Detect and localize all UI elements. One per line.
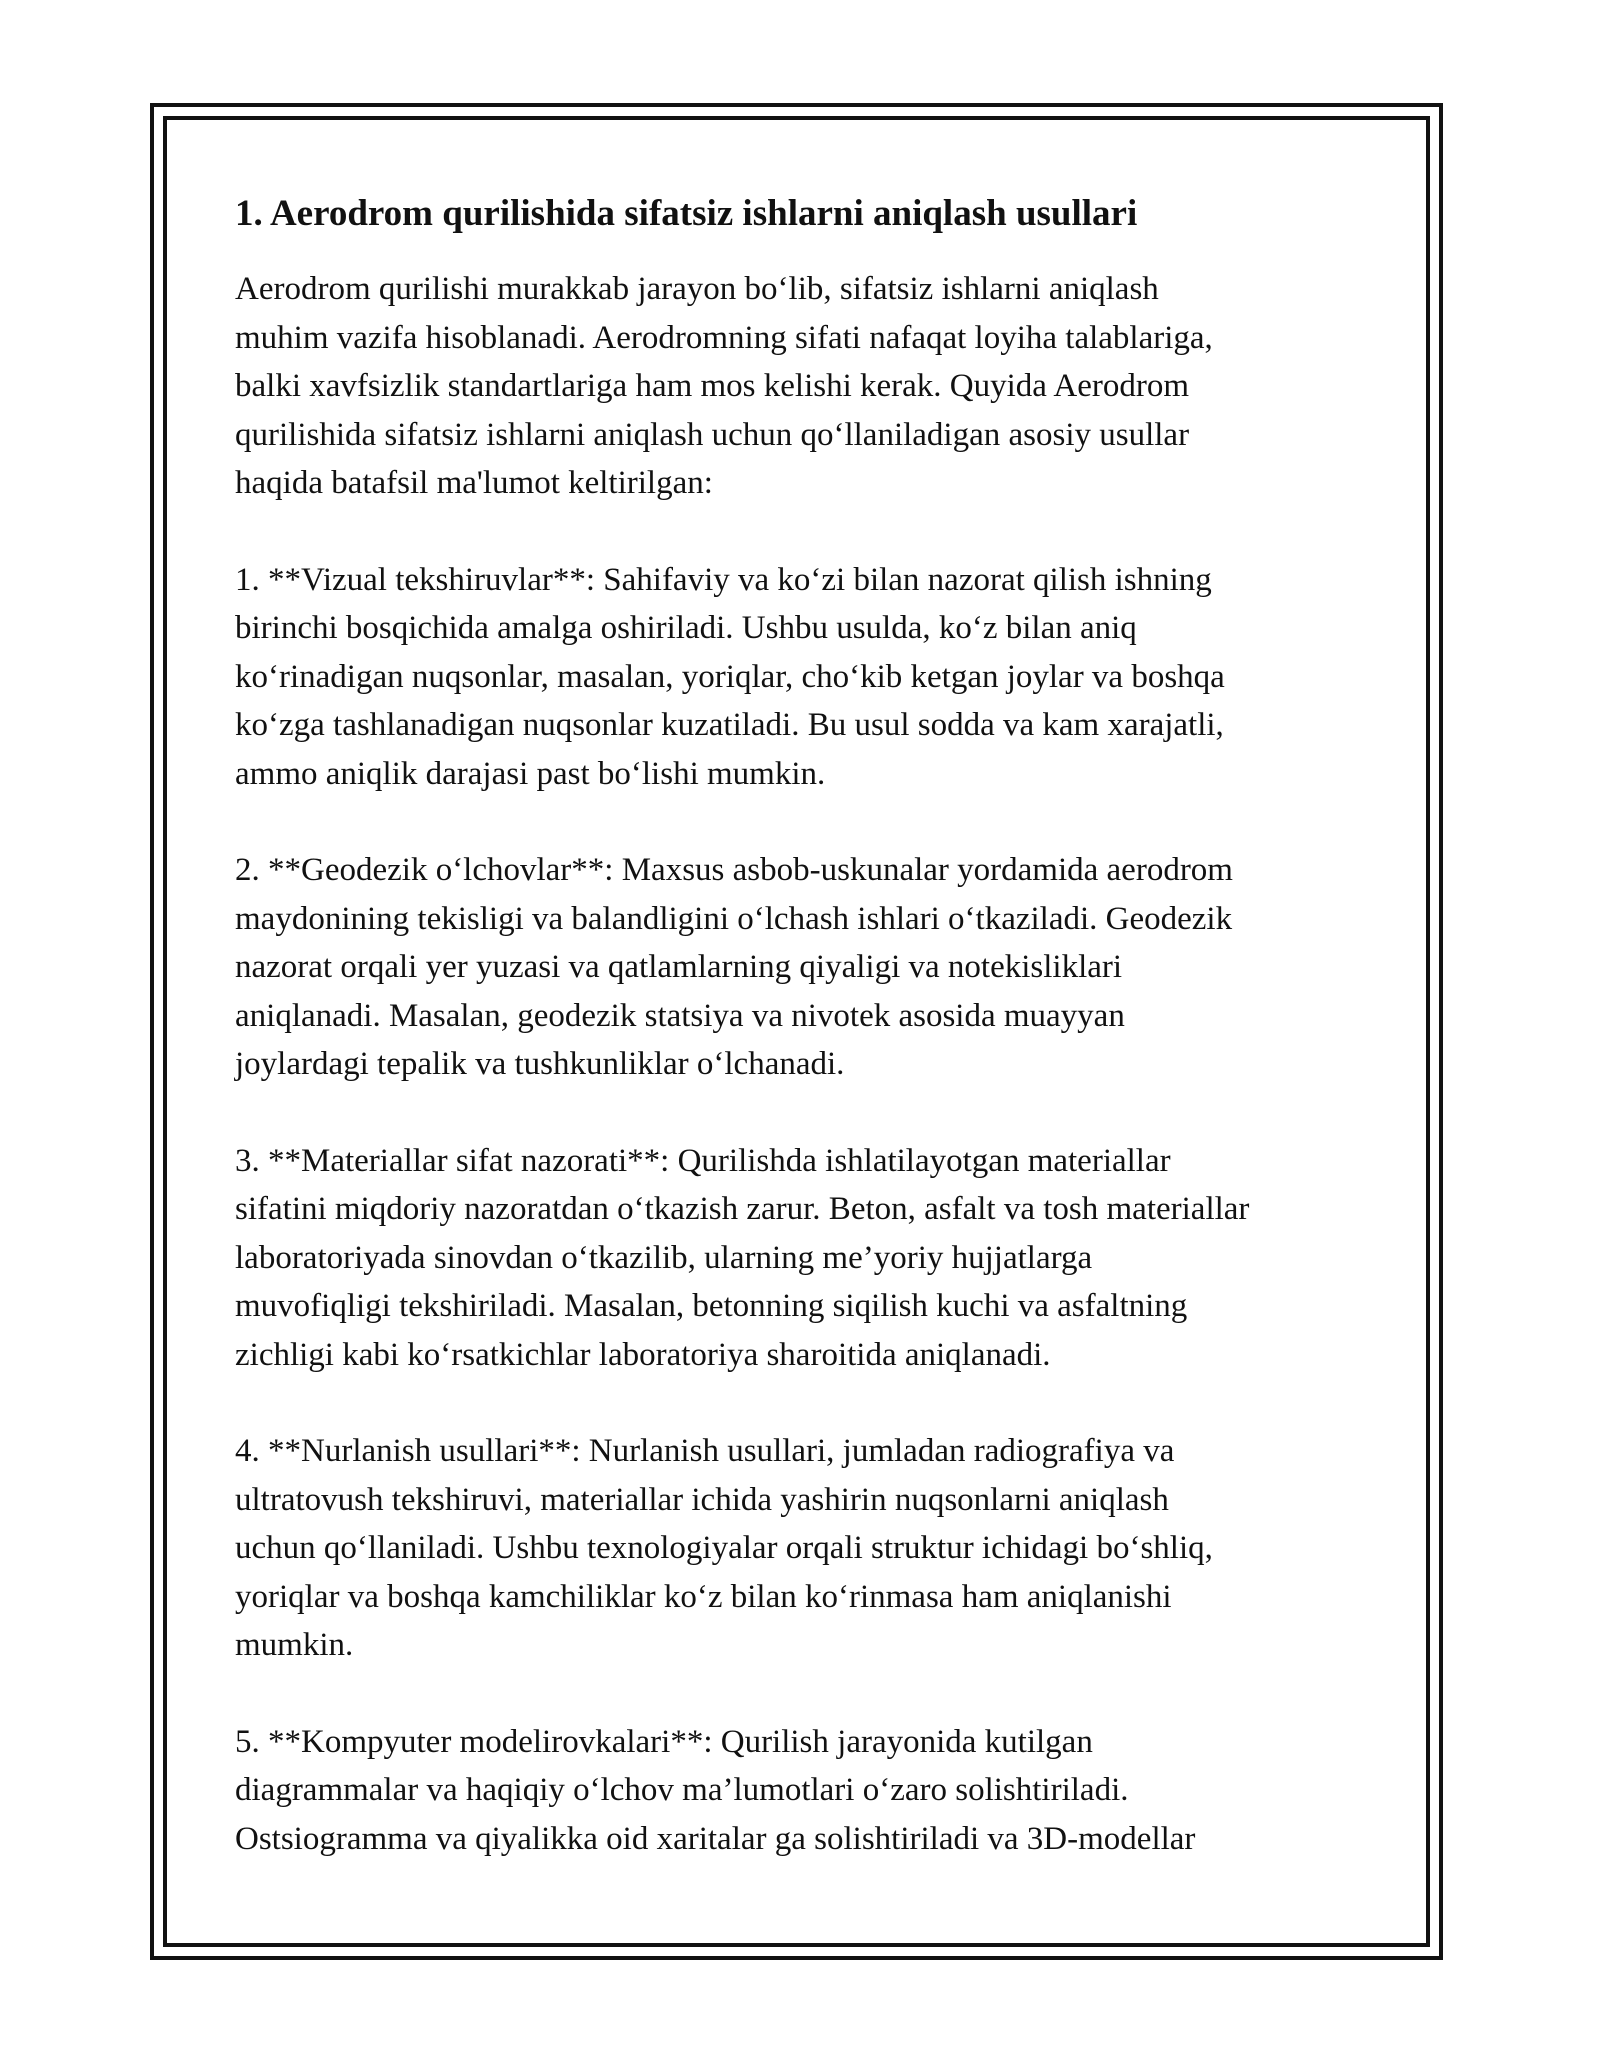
list-item-computer-modeling	[235, 1718, 1385, 1864]
text-line: ko‘rinadigan nuqsonlar, masalan, yoriqlar, cho‘kib ketgan joylar va boshqa	[235, 658, 1225, 695]
text-line: 4. **Nurlanish usullari**: Nurlanish usullari, jumladan radiografiya va	[235, 1433, 1175, 1469]
text-line: haqida batafsil ma'lumot keltirilgan:	[235, 465, 713, 501]
text-line: Aerodrom qurilishi murakkab jarayon bo‘lib, sifatsiz ishlarni aniqlash	[235, 271, 1159, 307]
list-item-radiation-methods	[235, 1427, 1385, 1670]
text-line: birinchi bosqichida amalga oshiriladi. Ushbu usulda, ko‘z bilan aniq	[235, 610, 1137, 646]
text-line: 3. **Materiallar sifat nazorati**: Qurilishda ishlatilayotgan materiallar	[235, 1142, 1171, 1179]
text-line: nazorat orqali yer yuzasi va qatlamlarning qiyaligi va notekisliklari	[235, 949, 1123, 985]
intro-paragraph	[235, 265, 1385, 508]
list-item-visual-inspection	[235, 556, 1385, 799]
section-heading: 1. Aerodrom qurilishida sifatsiz ishlarni aniqlash usullari	[235, 193, 1138, 234]
text-line: ammo aniqlik darajasi past bo‘lishi mumkin.	[235, 755, 826, 792]
text-line: qurilishida sifatsiz ishlarni aniqlash uchun qo‘llaniladigan asosiy usullar	[235, 416, 1190, 453]
text-line: ultratovush tekshiruvi, materiallar ichida yashirin nuqsonlarni aniqlash	[235, 1481, 1169, 1518]
text-line: balki xavfsizlik standartlariga ham mos kelishi kerak. Quyida Aerodrom	[235, 368, 1190, 404]
text-line: muvofiqligi tekshiriladi. Masalan, betonning siqilish kuchi va asfaltning	[235, 1288, 1188, 1324]
text-line: ko‘zga tashlanadigan nuqsonlar kuzatiladi. Bu usul sodda va kam xarajatli,	[235, 707, 1224, 743]
text-line: aniqlanadi. Masalan, geodezik statsiya va nivotek asosida muayyan	[235, 997, 1125, 1034]
text-line: yoriqlar va boshqa kamchiliklar ko‘z bilan ko‘rinmasa ham aniqlanishi	[235, 1578, 1172, 1615]
document-body	[235, 185, 1385, 1911]
text-line: Ostsiogramma va qiyalikka oid xaritalar ga solishtiriladi va 3D-modellar	[235, 1820, 1196, 1857]
text-line: joylardagi tepalik va tushkunliklar o‘lchanadi.	[235, 1046, 845, 1082]
text-line: sifatini miqdoriy nazoratdan o‘tkazish zarur. Beton, asfalt va tosh materiallar	[235, 1191, 1250, 1227]
text-line: mumkin.	[235, 1627, 354, 1663]
list-item-geodetic-measurements	[235, 846, 1385, 1089]
text-line: laboratoriyada sinovdan o‘tkazilib, ularning me’yoriy hujjatlarga	[235, 1239, 1093, 1276]
text-line: uchun qo‘llaniladi. Ushbu texnologiyalar orqali struktur ichidagi bo‘shliq,	[235, 1530, 1213, 1566]
text-line: diagrammalar va haqiqiy o‘lchov ma’lumotlari o‘zaro solishtiriladi.	[235, 1772, 1129, 1808]
text-line: 2. **Geodezik o‘lchovlar**: Maxsus asbob-uskunalar yordamida aerodrom	[235, 852, 1233, 888]
text-line: 5. **Kompyuter modelirovkalari**: Qurilish jarayonida kutilgan	[235, 1723, 1093, 1760]
text-line: zichligi kabi ko‘rsatkichlar laboratoriya sharoitida aniqlanadi.	[235, 1336, 1051, 1373]
list-item-material-quality-control	[235, 1137, 1385, 1380]
text-line: 1. **Vizual tekshiruvlar**: Sahifaviy va ko‘zi bilan nazorat qilish ishning	[235, 561, 1212, 598]
text-line: muhim vazifa hisoblanadi. Aerodromning sifati nafaqat loyiha talablariga,	[235, 319, 1213, 356]
text-line: maydonining tekisligi va balandligini o‘lchash ishlari o‘tkaziladi. Geodezik	[235, 900, 1233, 937]
